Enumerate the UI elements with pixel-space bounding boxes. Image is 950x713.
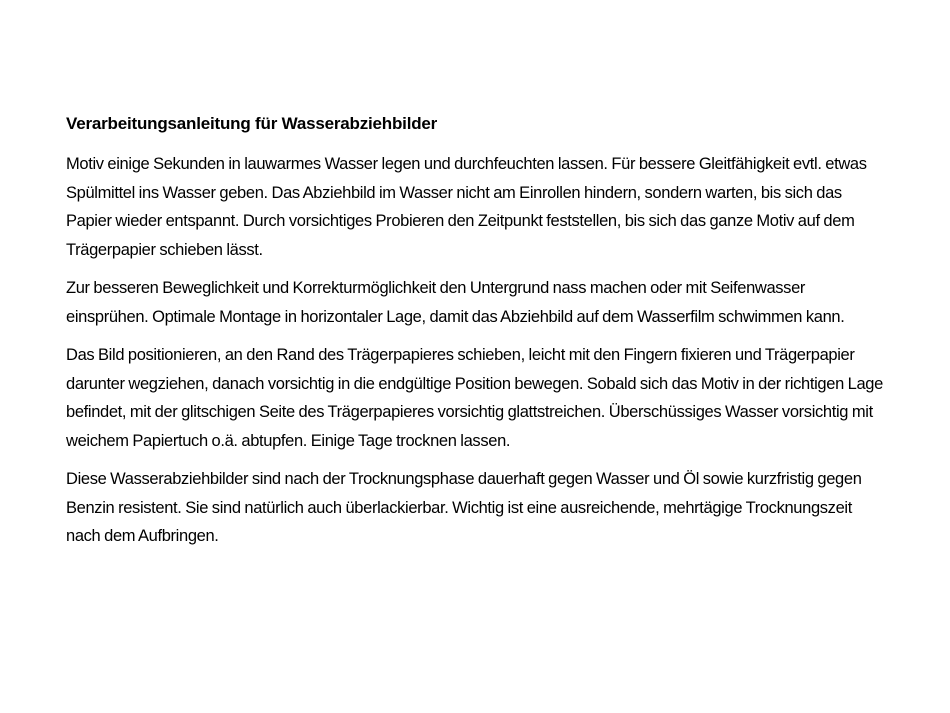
paragraph-drying-resistance-notes: Diese Wasserabziehbilder sind nach der Trocknungsphase dauerhaft gegen Wasser und Öl sowie kurzfristig gegen Benzin resistent. Sie sind natürlich auch überlackierbar. Wichtig ist eine ausreichende, mehrtägige Trocknungszeit nach dem Aufbringen. xyxy=(66,470,862,545)
paragraph-soaking-instructions: Motiv einige Sekunden in lauwarmes Wasser legen und durchfeuchten lassen. Für bessere Gleitfähigkeit evtl. etwas Spülmittel ins Wasser geben. Das Abziehbild im Wasser nicht am Einrollen hindern, sondern warten, bis sich das Papier wieder entspannt. Durch vorsichtiges Probieren den Zeitpunkt feststellen, bis sich das ganze Motiv auf dem Trägerpapier schieben lässt. xyxy=(66,155,867,259)
paragraph-positioning-instructions: Das Bild positionieren, an den Rand des Trägerpapieres schieben, leicht mit den Fingern fixieren und Trägerpapier darunter wegziehen, danach vorsichtig in die endgültige Position bewegen. Sobald sich das Motiv in der richtigen Lage befindet, mit der glitschigen Seite des Trägerpapieres vorsichtig glattstreichen. Überschüssiges Wasser vorsichtig mit weichem Papiertuch o.ä. abtupfen. Einige Tage trocknen lassen. xyxy=(66,346,883,450)
document-title: Verarbeitungsanleitung für Wasserabziehbilder xyxy=(66,114,438,133)
paragraph-surface-preparation: Zur besseren Beweglichkeit und Korrekturmöglichkeit den Untergrund nass machen oder mit Seifenwasser einsprühen. Optimale Montage in horizontaler Lage, damit das Abziehbild auf dem Wasserfilm schwimmen kann. xyxy=(66,279,845,326)
document-body xyxy=(66,112,888,561)
